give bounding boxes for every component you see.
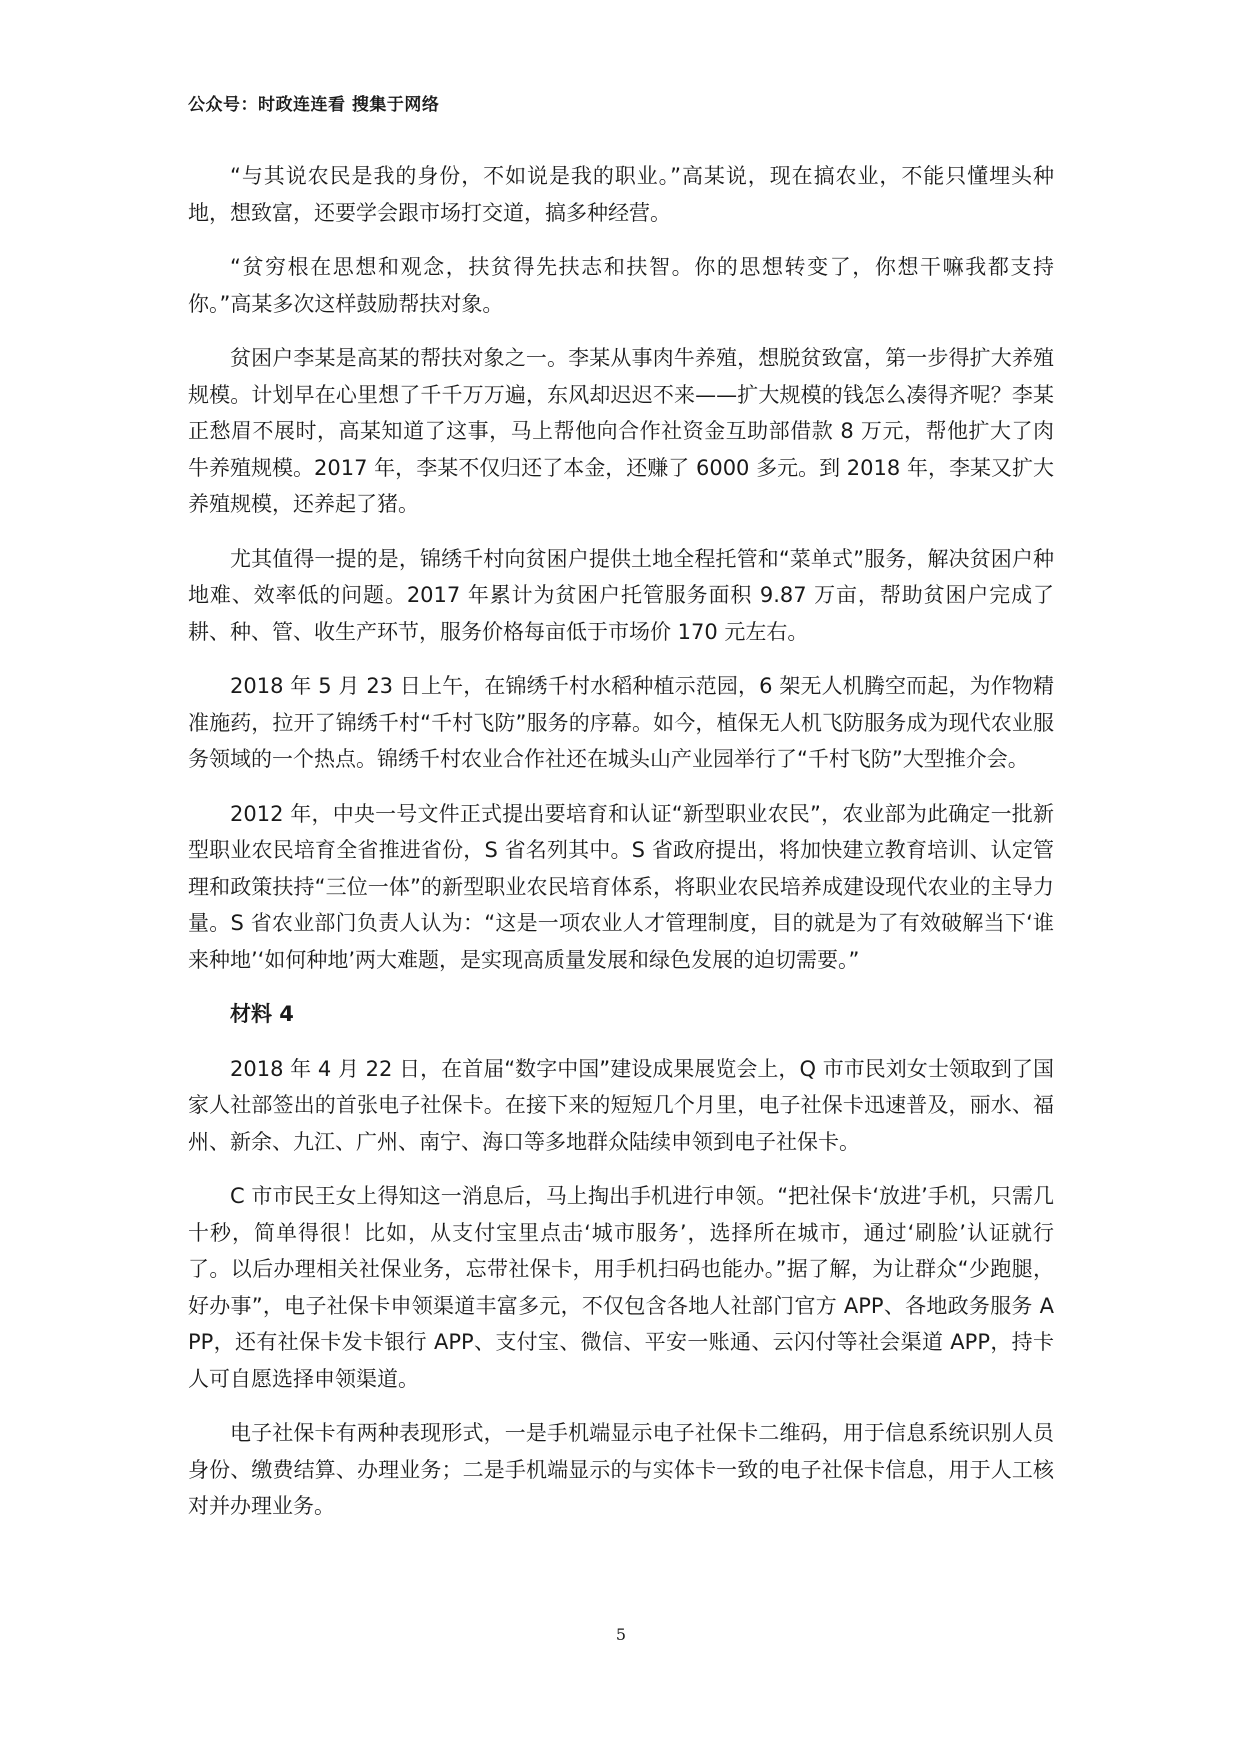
- paragraph: “贫穷根在思想和观念，扶贫得先扶志和扶智。你的思想转变了，你想干嘛我都支持你。”高某多次这样鼓励帮扶对象。: [188, 255, 1054, 316]
- paragraph: “与其说农民是我的身份，不如说是我的职业。”高某说，现在搞农业，不能只懂埋头种地，想致富，还要学会跟市场打交道，搞多种经营。: [188, 164, 1054, 225]
- body-text: [188, 158, 1054, 1543]
- section-title: 材料 4: [230, 1002, 294, 1026]
- paragraph: 2018 年 5 月 23 日上午，在锦绣千村水稻种植示范园，6 架无人机腾空而起，为作物精准施药，拉开了锦绣千村“千村飞防”服务的序幕。如今，植保无人机飞防服务成为现代农业服务领域的一个热点。锦绣千村农业合作社还在城头山产业园举行了“千村飞防”大型推介会。: [188, 674, 1054, 771]
- paragraph: C 市市民王女上得知这一消息后，马上掏出手机进行申领。“把社保卡‘放进’手机，只需几十秒，简单得很！比如，从支付宝里点击‘城市服务’，选择所在城市，通过‘刷脸’认证就行了。以后办理相关社保业务，忘带社保卡，用手机扫码也能办。”据了解，为让群众“少跑腿，好办事”，电子社保卡申领渠道丰富多元，不仅包含各地人社部门官方 APP、各地政务服务 APP，还有社保卡发卡银行 APP、支付宝、微信、平安一账通、云闪付等社会渠道 APP，持卡人可自愿选择申领渠道。: [188, 1184, 1054, 1391]
- paragraph: 电子社保卡有两种表现形式，一是手机端显示电子社保卡二维码，用于信息系统识别人员身份、缴费结算、办理业务；二是手机端显示的与实体卡一致的电子社保卡信息，用于人工核对并办理业务。: [188, 1421, 1054, 1518]
- page-header: 公众号：时政连连看 搜集于网络: [188, 95, 440, 115]
- paragraph: 2018 年 4 月 22 日，在首届“数字中国”建设成果展览会上，Q 市市民刘女士领取到了国家人社部签出的首张电子社保卡。在接下来的短短几个月里，电子社保卡迅速普及，丽水、福州、新余、九江、广州、南宁、海口等多地群众陆续申领到电子社保卡。: [188, 1056, 1054, 1154]
- page-number: 5: [615, 1625, 627, 1644]
- paragraph: 尤其值得一提的是，锦绣千村向贫困户提供土地全程托管和“菜单式”服务，解决贫困户种地难、效率低的问题。2017 年累计为贫困户托管服务面积 9.87 万亩，帮助贫困户完成了耕、种、管、收生产环节，服务价格每亩低于市场价 170 元左右。: [188, 546, 1054, 644]
- paragraph: 2012 年，中央一号文件正式提出要培育和认证“新型职业农民”，农业部为此确定一批新型职业农民培育全省推进省份，S 省名列其中。S 省政府提出，将加快建立教育培训、认定管理和政策扶持“三位一体”的新型职业农民培育体系，将职业农民培养成建设现代农业的主导力量。S 省农业部门负责人认为：“这是一项农业人才管理制度，目的就是为了有效破解当下‘谁来种地’‘如何种地’两大难题，是实现高质量发展和绿色发展的迫切需要。”: [188, 801, 1054, 972]
- paragraph: 贫困户李某是高某的帮扶对象之一。李某从事肉牛养殖，想脱贫致富，第一步得扩大养殖规模。计划早在心里想了千千万万遍，东风却迟迟不来——扩大规模的钱怎么凑得齐呢？李某正愁眉不展时，高某知道了这事，马上帮他向合作社资金互助部借款 8 万元，帮他扩大了肉牛养殖规模。2017 年，李某不仅归还了本金，还赚了 6000 多元。到 2018 年，李某又扩大养殖规模，还养起了猪。: [188, 346, 1054, 516]
- document-page: [188, 0, 1054, 1754]
